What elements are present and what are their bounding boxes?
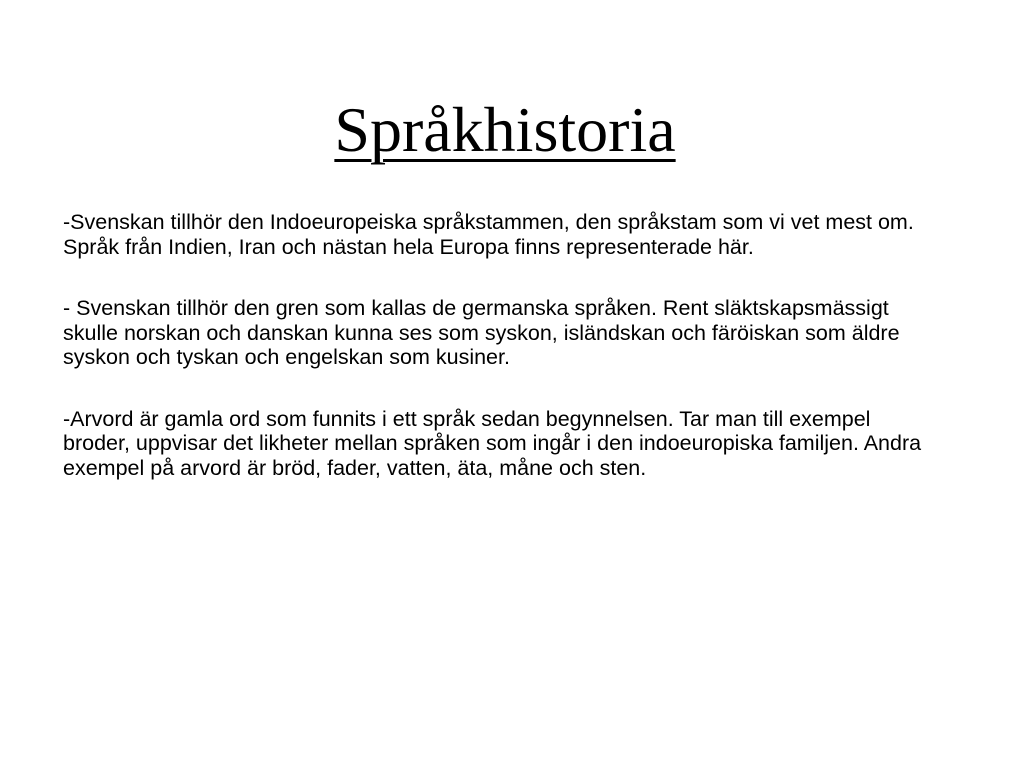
paragraph-germanic-branch: - Svenskan tillhör den gren som kallas de germanska språken. Rent släktskapsmässigt skulle norskan och danskan kunna ses som syskon, isländskan och färöiskan som äldre syskon och tyskan och engelskan som kusiner. bbox=[63, 296, 900, 369]
paragraph-inherited-words: -Arvord är gamla ord som funnits i ett språk sedan begynnelsen. Tar man till exempel broder, uppvisar det likheter mellan språken som ingår i den indoeuropiska familjen. Andra exempel på arvord är bröd, fader, vatten, äta, måne och sten. bbox=[63, 406, 922, 480]
slide-title-text: Språkhistoria bbox=[334, 94, 676, 165]
paragraph-language-family: -Svenskan tillhör den Indoeuropeiska språkstammen, den språkstam som vi vet mest om. Språk från Indien, Iran och nästan hela Europa finns representerade här. bbox=[63, 210, 914, 259]
slide-title bbox=[0, 92, 1010, 168]
slide-body bbox=[63, 210, 943, 517]
